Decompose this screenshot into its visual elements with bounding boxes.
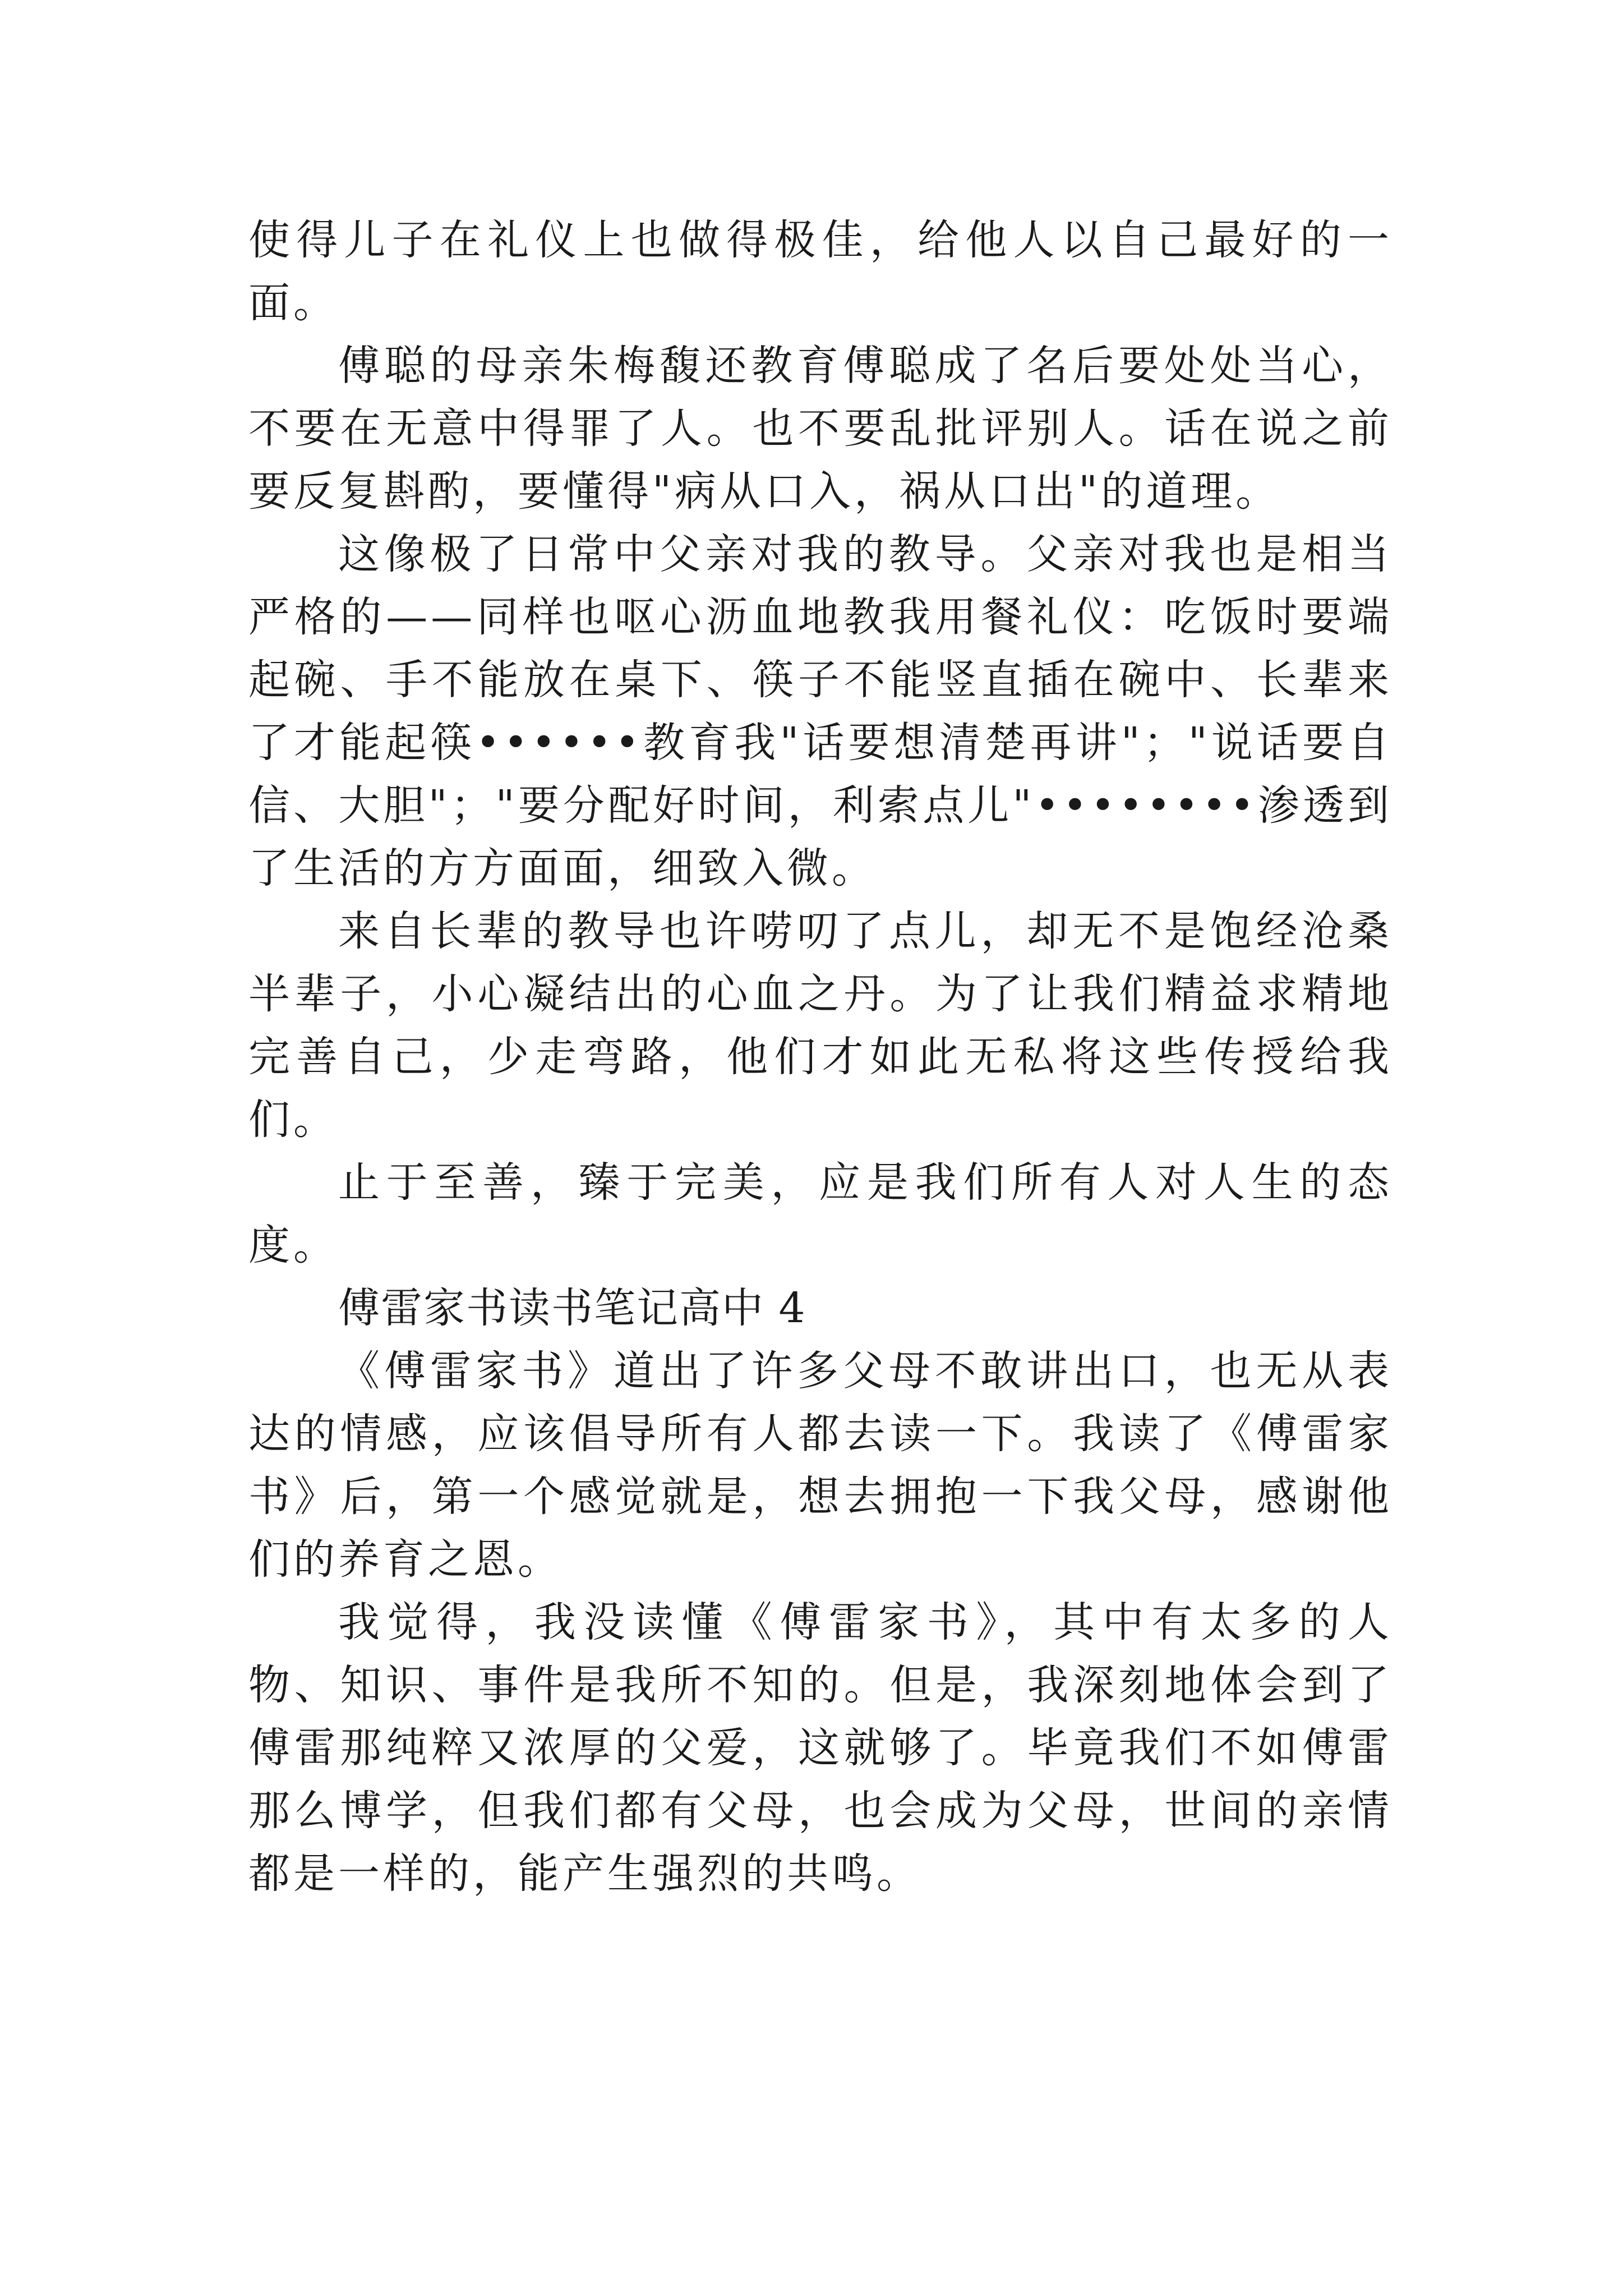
paragraph: 我觉得，我没读懂《傅雷家书》，其中有太多的人物、知识、事件是我所不知的。但是，我深刻地体会到了傅雷那纯粹又浓厚的父爱，这就够了。毕竟我们不如傅雷那么博学，但我们都有父母，也会成为父母，世间的亲情都是一样的，能产生强烈的共鸣。 xyxy=(248,1598,1393,1898)
paragraph: 使得儿子在礼仪上也做得极佳，给他人以自己最好的一面。 xyxy=(248,216,1393,327)
paragraph: 来自长辈的教导也许唠叨了点儿，却无不是饱经沧桑半辈子，小心凝结出的心血之丹。为了让我们精益求精地完善自己，少走弯路，他们才如此无私将这些传授给我们。 xyxy=(248,907,1393,1144)
document-body xyxy=(248,209,1393,1905)
paragraph: 止于至善，臻于完美，应是我们所有人对人生的态度。 xyxy=(248,1158,1393,1269)
paragraph: 这像极了日常中父亲对我的教导。父亲对我也是相当严格的——同样也呕心沥血地教我用餐礼仪：吃饭时要端起碗、手不能放在桌下、筷子不能竖直插在碗中、长辈来了才能起筷••••••教育我"话要想清楚再讲"；"说话要自信、大胆"；"要分配好时间，利索点儿"••••••••渗透到了生活的方方面面，细致入微。 xyxy=(248,530,1393,892)
section-heading: 傅雷家书读书笔记高中 4 xyxy=(338,1284,806,1332)
paragraph: 《傅雷家书》道出了许多父母不敢讲出口，也无从表达的情感，应该倡导所有人都去读一下。我读了《傅雷家书》后，第一个感觉就是，想去拥抱一下我父母，感谢他们的养育之恩。 xyxy=(248,1347,1393,1584)
paragraph: 傅聪的母亲朱梅馥还教育傅聪成了名后要处处当心，不要在无意中得罪了人。也不要乱批评别人。话在说之前要反复斟酌，要懂得"病从口入，祸从口出"的道理。 xyxy=(248,342,1393,516)
